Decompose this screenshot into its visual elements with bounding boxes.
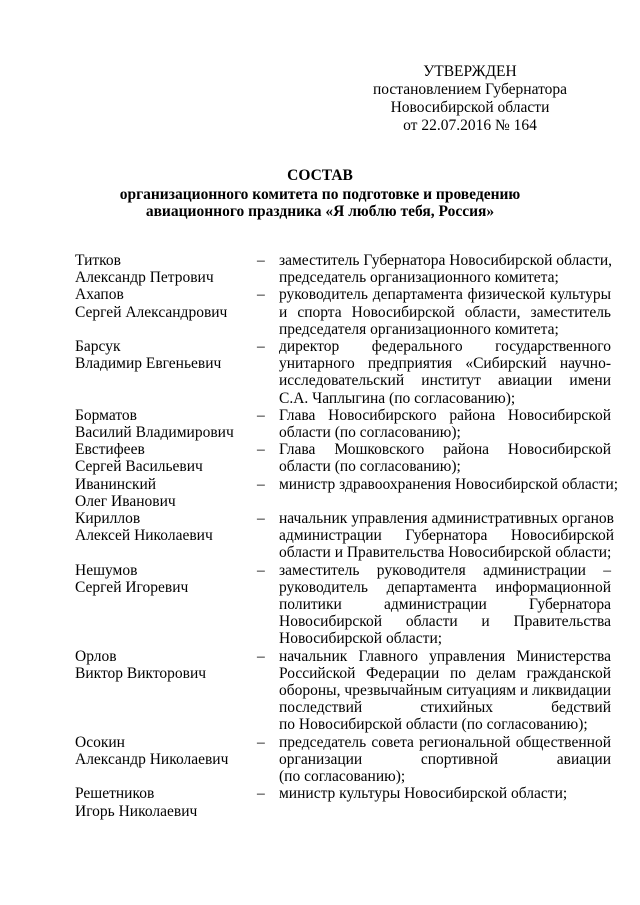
position-line: Глава Мошковского района Новосибирской	[279, 441, 611, 459]
dash-separator: –	[257, 561, 265, 579]
member-given: Александр Петрович	[75, 269, 214, 287]
member-given: Игорь Николаевич	[75, 802, 198, 820]
position-line: области и Правительства Новосибирской области;	[279, 544, 612, 562]
member-given: Сергей Игоревич	[75, 578, 189, 596]
position-line: С.А. Чаплыгина (по согласованию);	[279, 389, 516, 407]
member-position	[279, 338, 611, 407]
member-name	[75, 510, 257, 544]
member-row	[75, 510, 614, 562]
position-line: председатель организационного комитета;	[279, 269, 559, 287]
position-line: Российской Федерации по делам гражданской	[279, 664, 611, 682]
member-given: Алексей Николаевич	[75, 527, 213, 545]
member-row	[75, 252, 611, 286]
member-name	[75, 648, 257, 682]
member-surname: Нешумов	[75, 561, 138, 579]
member-given: Владимир Евгеньевич	[75, 355, 222, 373]
member-position	[279, 510, 614, 562]
member-position	[279, 562, 611, 648]
member-name	[75, 286, 257, 320]
dash-separator: –	[257, 785, 265, 803]
approval-line: УТВЕРЖДЕН	[423, 63, 517, 80]
member-position	[279, 286, 611, 338]
member-list	[75, 252, 619, 820]
member-position	[279, 441, 611, 475]
dash-separator: –	[257, 338, 265, 356]
position-line: организации спортивной авиации	[279, 750, 611, 768]
title-line: авиационного праздника «Я люблю тебя, Россия»	[145, 203, 495, 220]
document-title	[0, 167, 640, 221]
approval-line: постановлением Губернатора	[372, 81, 568, 98]
position-line: начальник Главного управления Министерства	[279, 647, 611, 665]
position-line: Новосибирской области;	[279, 630, 443, 648]
member-position	[279, 407, 611, 441]
member-row	[75, 441, 611, 475]
member-position	[279, 648, 611, 734]
member-row	[75, 562, 611, 648]
member-given: Василий Владимирович	[75, 424, 234, 442]
position-line: председателя организационного комитета;	[279, 320, 559, 338]
member-given: Александр Николаевич	[75, 750, 229, 768]
member-surname: Титков	[75, 252, 121, 269]
position-line: по Новосибирской области (по согласованию);	[279, 716, 588, 734]
member-surname: Осокин	[75, 733, 125, 751]
member-name	[75, 338, 257, 372]
position-line: Глава Новосибирского района Новосибирской	[279, 406, 611, 424]
member-row	[75, 407, 611, 441]
member-name	[75, 252, 257, 286]
position-line: области (по согласованию);	[279, 458, 461, 476]
dash-separator: –	[257, 441, 265, 459]
position-line: Новосибирской области и Правительства	[279, 613, 611, 631]
position-line: министр культуры Новосибирской области;	[279, 785, 568, 803]
position-line: (по согласованию);	[279, 768, 406, 786]
member-surname: Кириллов	[75, 510, 141, 528]
position-line: председатель совета региональной общественной	[279, 733, 611, 751]
position-line: области (по согласованию);	[279, 424, 461, 442]
member-position	[279, 252, 612, 286]
member-row	[75, 785, 611, 819]
position-line: унитарного предприятия «Сибирский научно-	[279, 355, 611, 373]
member-surname: Решетников	[75, 785, 155, 803]
dash-separator: –	[257, 286, 265, 304]
approval-line: Новосибирской области	[390, 99, 550, 116]
dash-separator: –	[257, 252, 265, 269]
member-given: Сергей Александрович	[75, 303, 228, 321]
member-name	[75, 562, 257, 596]
dash-separator: –	[257, 406, 265, 424]
member-surname: Евстифеев	[75, 441, 145, 459]
dash-separator: –	[257, 733, 265, 751]
member-name	[75, 441, 257, 475]
position-line: заместитель руководителя администрации –	[279, 561, 611, 579]
member-row	[75, 734, 611, 786]
dash-separator: –	[257, 647, 265, 665]
position-line: заместитель Губернатора Новосибирской области,	[279, 252, 612, 269]
member-row	[75, 286, 611, 338]
member-row	[75, 338, 611, 407]
member-surname: Иванинский	[75, 475, 157, 493]
position-line: руководитель департамента физической культуры	[279, 286, 611, 304]
position-line: и спорта Новосибирской области, заместитель	[279, 303, 611, 321]
position-line: министр здравоохранения Новосибирской области;	[279, 475, 619, 493]
dash-separator: –	[257, 475, 265, 493]
member-name	[75, 734, 257, 768]
title-line: организационного комитета по подготовке и проведению	[119, 185, 521, 203]
member-surname: Барсук	[75, 338, 121, 356]
member-surname: Борматов	[75, 406, 137, 424]
position-line: исследовательский институт авиации имени	[279, 372, 611, 390]
member-surname: Ахапов	[75, 286, 124, 304]
member-row	[75, 475, 619, 510]
title-heading: СОСТАВ	[287, 167, 353, 184]
approval-line: от 22.07.2016 № 164	[403, 117, 537, 134]
member-row	[75, 648, 611, 734]
member-given: Сергей Васильевич	[75, 458, 203, 476]
member-name	[75, 407, 257, 441]
dash-separator: –	[257, 510, 265, 528]
position-line: директор федерального государственного	[279, 338, 611, 356]
position-line: политики администрации Губернатора	[279, 596, 611, 614]
position-line: последствий стихийных бедствий	[279, 699, 611, 717]
member-position	[279, 785, 611, 802]
member-given: Виктор Викторович	[75, 664, 207, 682]
member-given: Олег Иванович	[75, 492, 176, 510]
member-surname: Орлов	[75, 647, 117, 665]
position-line: руководитель департамента информационной	[279, 578, 611, 596]
member-name	[75, 785, 257, 819]
member-position	[279, 476, 618, 493]
position-line: начальник управления административных органов	[279, 510, 614, 528]
position-line: обороны, чрезвычайным ситуациям и ликвидации	[279, 682, 611, 700]
approval-stamp	[360, 63, 580, 135]
member-name	[75, 476, 257, 510]
position-line: администрации Губернатора Новосибирской	[279, 527, 614, 545]
member-position	[279, 734, 611, 786]
